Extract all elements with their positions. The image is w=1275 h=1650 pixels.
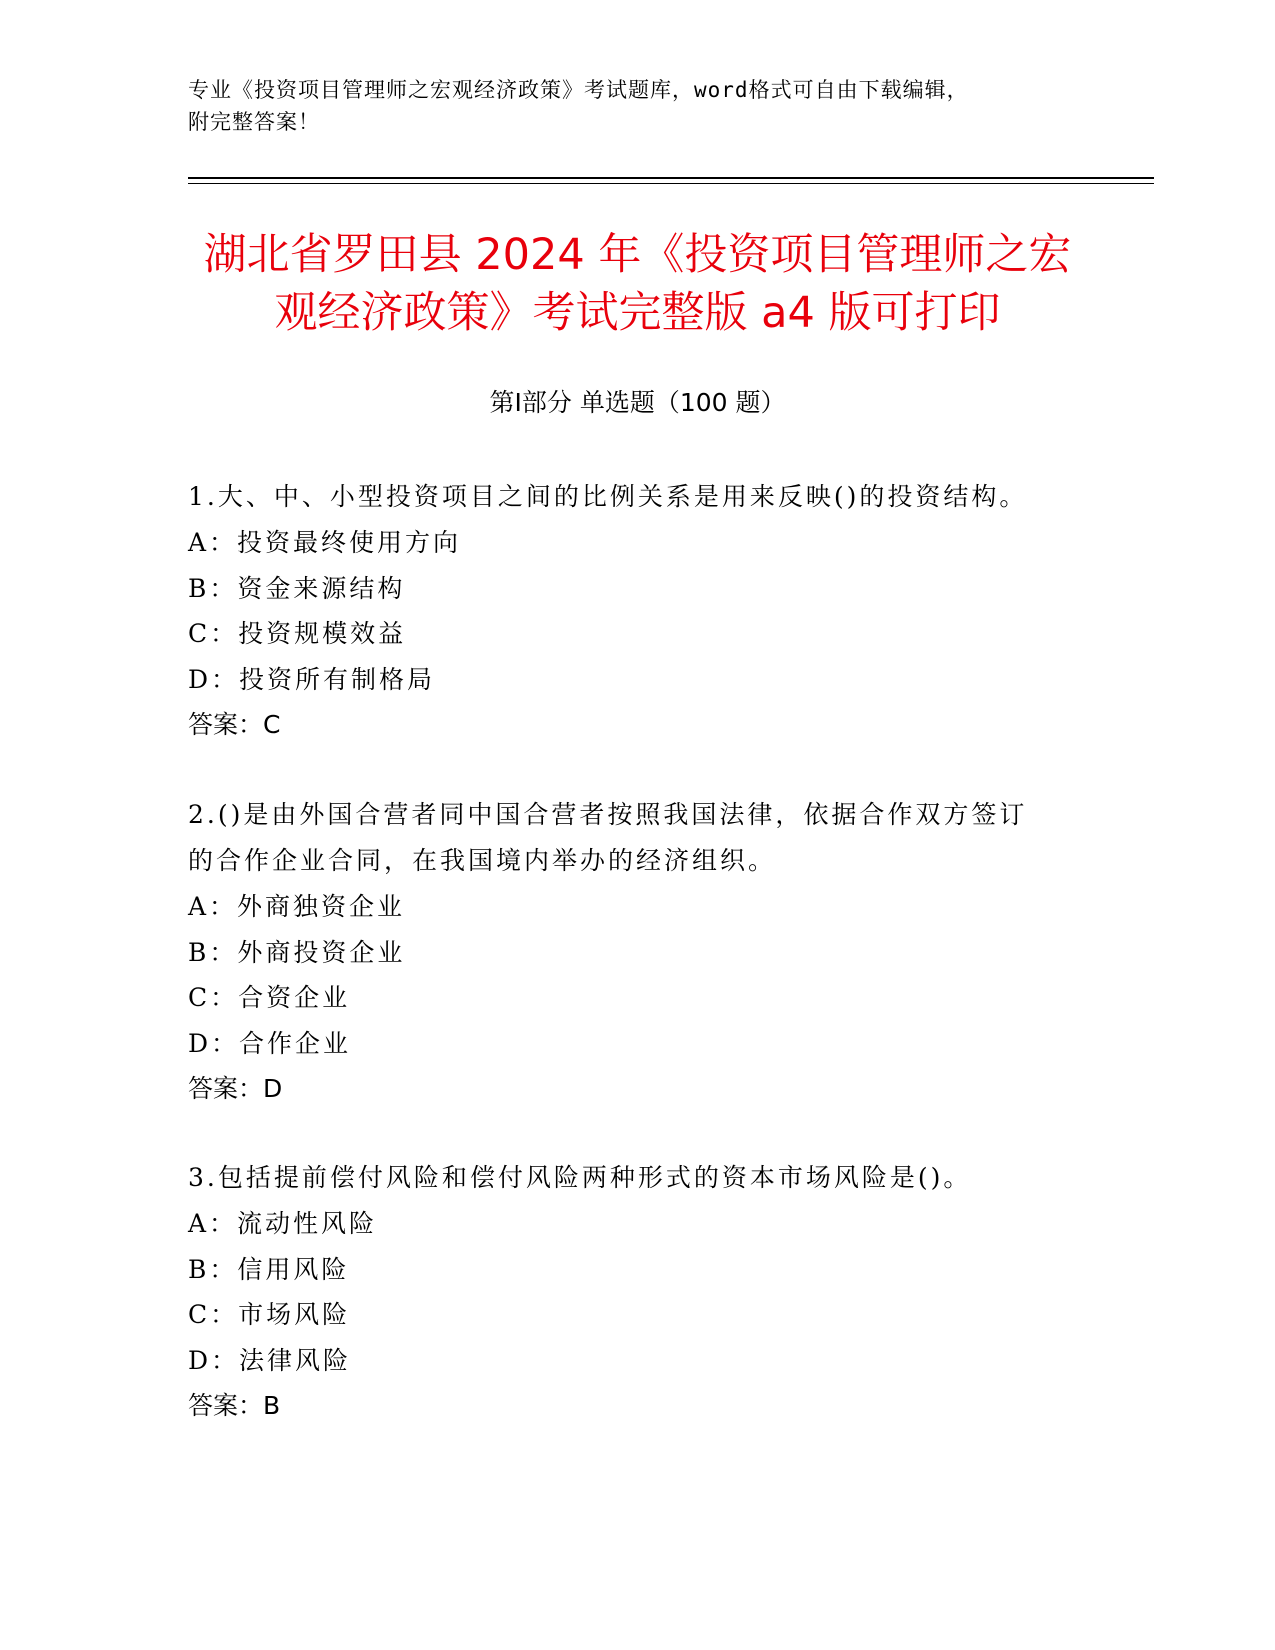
option-d: D：投资所有制格局 — [188, 664, 436, 694]
option-d: D：法律风险 — [188, 1345, 352, 1375]
question-3 — [188, 1155, 1068, 1429]
option-a: A：外商独资企业 — [188, 892, 406, 921]
question-1 — [188, 474, 1068, 748]
section-heading: 第Ⅰ部分 单选题（100 题） — [489, 388, 786, 417]
document-title-line-2: 观经济政策》考试完整版 a4 版可打印 — [274, 288, 1001, 338]
question-stem: 3.包括提前偿付风险和偿付风险两种形式的资本市场风险是()。 — [188, 1163, 972, 1192]
option-c: C：合资企业 — [188, 983, 351, 1012]
option-c: C：投资规模效益 — [188, 619, 407, 648]
answer: 答案：C — [188, 710, 281, 739]
question-stem-line-2: 的合作企业合同，在我国境内举办的经济组织。 — [188, 846, 777, 875]
header-note-line-1: 专业《投资项目管理师之宏观经济政策》考试题库，word格式可自由下载编辑， — [188, 78, 969, 102]
question-stem: 1.大、中、小型投资项目之间的比例关系是用来反映()的投资结构。 — [188, 482, 1028, 511]
question-stem-line-1: 2.()是由外国合营者同中国合营者按照我国法律，依据合作双方签订 — [188, 800, 1028, 829]
option-c: C：市场风险 — [188, 1300, 351, 1329]
option-a: A：投资最终使用方向 — [188, 528, 462, 557]
answer: 答案：D — [188, 1074, 283, 1103]
header-divider-thick — [188, 177, 1154, 179]
option-a: A：流动性风险 — [188, 1209, 378, 1238]
header-note — [188, 74, 1088, 138]
header-divider-thin — [188, 183, 1154, 184]
document-title — [150, 226, 1125, 342]
question-2 — [188, 792, 1068, 1112]
option-d: D：合作企业 — [188, 1028, 352, 1058]
option-b: B：资金来源结构 — [188, 573, 406, 603]
document-title-line-1: 湖北省罗田县 2024 年《投资项目管理师之宏 — [203, 230, 1072, 280]
option-b: B：外商投资企业 — [188, 937, 406, 967]
header-note-line-2: 附完整答案！ — [188, 110, 320, 134]
answer: 答案：B — [188, 1391, 281, 1420]
option-b: B：信用风险 — [188, 1254, 350, 1284]
